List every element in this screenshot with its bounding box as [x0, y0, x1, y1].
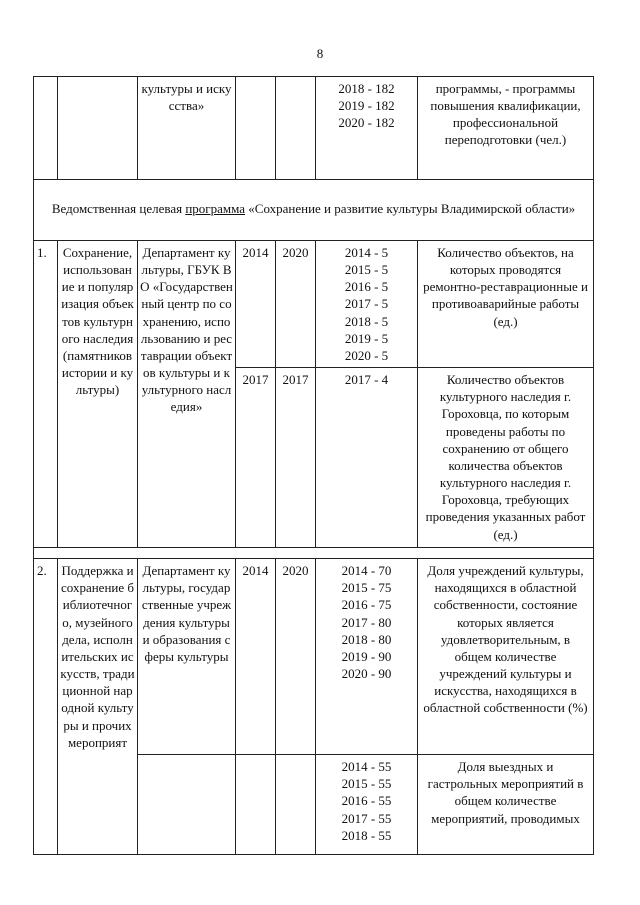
- cell-end-year: 2020: [276, 241, 316, 368]
- table-row: [34, 241, 594, 368]
- cell-values: 2014 - 5 2015 - 5 2016 - 5 2017 - 5 2018 - 5 2019 - 5 2020 - 5: [316, 241, 418, 368]
- cell-indicator: Количество объектов культурного наследия г. Гороховца, по которым проведены работы по сохранению от общего количества объектов культурного наследия г. Гороховца, требующих проведения указанных работ (ед.): [418, 368, 594, 548]
- cell-values: 2017 - 4: [316, 368, 418, 548]
- item-executor-continued: [138, 755, 236, 855]
- program-table: [33, 76, 594, 855]
- section-title-row: [34, 180, 594, 241]
- page-number: 8: [316, 46, 324, 61]
- section-title-underlined: программа: [185, 201, 246, 216]
- item-name: Сохранение, использование и популяризация объектов культурного наследия (памятников истории и культуры): [58, 241, 138, 548]
- cell-end-year: 2017: [276, 368, 316, 548]
- item-name: Поддержка и сохранение библиотечного, музейного дела, исполнительских искусств, традиционной народной культуры и прочих мероприят: [58, 559, 138, 855]
- cell-start-year: 2014: [236, 241, 276, 368]
- cell-values: 2018 - 182 2019 - 182 2020 - 182: [316, 77, 418, 180]
- cell-indicator: Количество объектов, на которых проводятся ремонтно-реставрационные и противоаварийные работы (ед.): [418, 241, 594, 368]
- spacer-cell: [34, 548, 594, 559]
- item-number: 2.: [34, 559, 58, 855]
- cell-indicator: Доля учреждений культуры, находящихся в областной собственности, состояние которых является удовлетворительным, в общем количестве учреждений культуры и искусства, находящихся в областной собственности (%): [418, 559, 594, 755]
- cell-num: [34, 77, 58, 180]
- spacer-row: [34, 548, 594, 559]
- cell-end-year: 2020: [276, 559, 316, 755]
- cell-end-year: [276, 755, 316, 855]
- section-title-before: Ведомственная целевая: [51, 201, 186, 216]
- section-title: [34, 180, 594, 241]
- item-executor: Департамент культуры, ГБУК ВО «Государственный центр по сохранению, использованию и реставрации объектов культуры и культурного наследия»: [138, 241, 236, 548]
- item-number: 1.: [34, 241, 58, 548]
- cell-values: 2014 - 55 2015 - 55 2016 - 55 2017 - 55 2018 - 55: [316, 755, 418, 855]
- table-row: [34, 559, 594, 755]
- cell-indicator: Доля выездных и гастрольных мероприятий в общем количестве мероприятий, проводимых: [418, 755, 594, 855]
- cell-start-year: 2014: [236, 559, 276, 755]
- cell-indicator: программы, - программы повышения квалификации, профессиональной переподготовки (чел.): [418, 77, 594, 180]
- cell-name: [58, 77, 138, 180]
- cell-executor: культуры и искусства»: [138, 77, 236, 180]
- cell-end-year: [276, 77, 316, 180]
- item-executor: Департамент культуры, государственные учреждения культуры и образования сферы культуры: [138, 559, 236, 755]
- section-title-after: «Сохранение и развитие культуры Владимирской области»: [245, 201, 576, 216]
- cell-values: 2014 - 70 2015 - 75 2016 - 75 2017 - 80 2018 - 80 2019 - 90 2020 - 90: [316, 559, 418, 755]
- cell-start-year: [236, 77, 276, 180]
- table-row: [34, 77, 594, 180]
- cell-start-year: 2017: [236, 368, 276, 548]
- cell-start-year: [236, 755, 276, 855]
